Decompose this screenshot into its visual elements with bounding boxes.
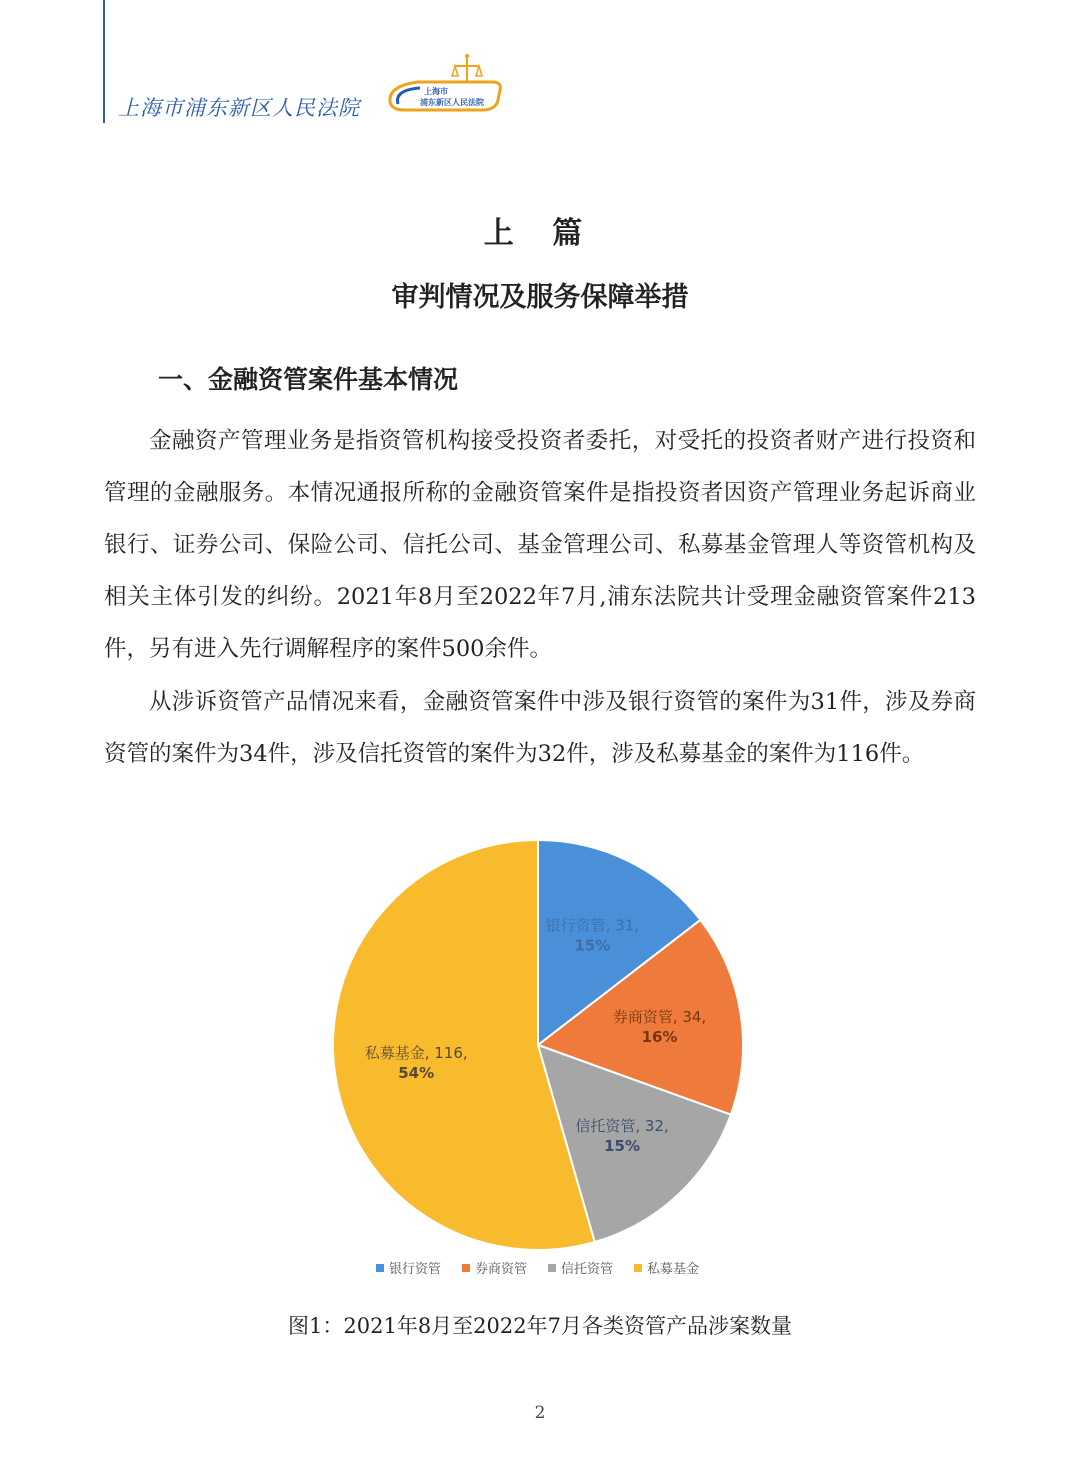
legend-swatch-3 bbox=[548, 1264, 556, 1272]
slice-label-3: 信托资管, 32, bbox=[575, 1116, 669, 1135]
legend-label-3: 信托资管 bbox=[561, 1262, 614, 1277]
slice-percent-4: 54% bbox=[398, 1064, 435, 1083]
pie-chart bbox=[300, 830, 780, 1300]
header-org-name: 上海市浦东新区人民法院 bbox=[118, 96, 360, 120]
legend-label-1: 银行资管 bbox=[389, 1262, 442, 1277]
page-number: 2 bbox=[534, 1403, 546, 1423]
slice-percent-1: 15% bbox=[574, 936, 611, 955]
slice-label-1: 银行资管, 31, bbox=[545, 916, 640, 935]
slice-percent-3: 15% bbox=[604, 1136, 640, 1155]
legend-label-2: 券商资管 bbox=[475, 1262, 528, 1277]
slice-label-2: 券商资管, 34, bbox=[612, 1008, 707, 1027]
legend-label-4: 私募基金 bbox=[647, 1262, 700, 1277]
paragraph-1: 金融资产管理业务是指资管机构接受投资者委托，对受托的投资者财产进行投资和管理的金融服务。本情况通报所称的金融资管案件是指投资者因资产管理业务起诉商业银行、证券公司、保险公司、信托公司、基金管理公司、私募基金管理人等资管机构及相关主体引发的纠纷。2021年8月至2022年7月,浦东法院共计受理金融资管案件213件，另有进入先行调解程序的案件500余件。 bbox=[104, 428, 976, 662]
part-subtitle: 审判情况及服务保障举措 bbox=[391, 282, 689, 313]
court-logo bbox=[384, 50, 504, 122]
logo-text-1: 上海市 bbox=[424, 87, 448, 96]
paragraph-2: 从涉诉资管产品情况来看，金融资管案件中涉及银行资管的案件为31件，涉及券商资管的案件为34件，涉及信托资管的案件为32件，涉及私募基金的案件为116件。 bbox=[104, 689, 976, 767]
legend-swatch-1 bbox=[376, 1264, 384, 1272]
legend-swatch-2 bbox=[462, 1264, 470, 1272]
logo-text-2: 浦东新区人民法院 bbox=[420, 98, 484, 107]
slice-percent-2: 16% bbox=[641, 1028, 678, 1047]
section-title: 一、金融资管案件基本情况 bbox=[158, 365, 459, 394]
figure-caption: 图1：2021年8月至2022年7月各类资管产品涉案数量 bbox=[288, 1314, 792, 1338]
legend-swatch-4 bbox=[634, 1264, 642, 1272]
part-title: 上 篇 bbox=[483, 216, 597, 251]
header-vertical-line bbox=[103, 0, 105, 123]
slice-label-4: 私募基金, 116, bbox=[364, 1044, 468, 1063]
